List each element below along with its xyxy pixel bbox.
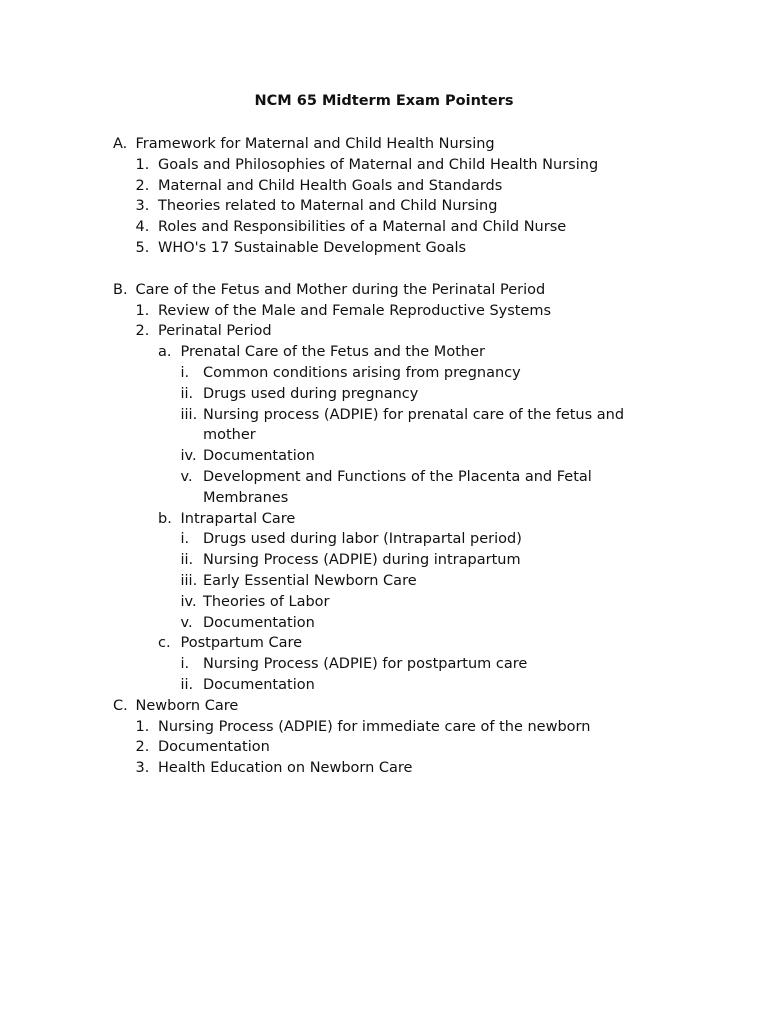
outline-item-text: Theories related to Maternal and Child Nursing — [158, 198, 498, 215]
outline-item-text: Documentation — [203, 676, 315, 693]
outline-item — [113, 717, 673, 738]
outline-item-text: Newborn Care — [135, 697, 239, 714]
outline-item-text: WHO's 17 Sustainable Development Goals — [158, 239, 467, 256]
outline-item-marker: C. — [113, 697, 128, 714]
outline-item-text: Nursing Process (ADPIE) for postpartum care — [203, 656, 528, 673]
outline-item-marker: ii. — [180, 552, 194, 569]
outline-item-text: Prenatal Care of the Fetus and the Mother — [180, 344, 485, 361]
outline-item — [113, 550, 673, 571]
outline-item-text: Perinatal Period — [158, 323, 272, 340]
outline-item — [113, 592, 673, 613]
outline-item — [113, 217, 673, 238]
outline-item-text: Review of the Male and Female Reproductive Systems — [158, 302, 552, 319]
outline-item — [113, 696, 673, 717]
document-title: NCM 65 Midterm Exam Pointers — [254, 93, 514, 109]
outline-item-text: Care of the Fetus and Mother during the Perinatal Period — [135, 281, 546, 298]
outline-item — [113, 342, 673, 363]
outline-item-text: Documentation — [203, 448, 315, 465]
outline-item — [113, 196, 673, 217]
outline-item-marker: 2. — [135, 323, 150, 340]
outline-item-marker: c. — [158, 635, 171, 652]
outline-item — [113, 446, 673, 467]
outline-item-marker: 5. — [135, 239, 150, 256]
outline-item-text: Theories of Labor — [203, 593, 330, 610]
outline-item-text: Drugs used during labor (Intrapartal period) — [203, 531, 522, 548]
outline-item — [113, 238, 673, 259]
outline-item-text: Drugs used during pregnancy — [203, 385, 419, 402]
outline-item — [113, 134, 673, 155]
outline-item-marker: b. — [158, 510, 172, 527]
outline-item-marker: v. — [180, 468, 193, 485]
outline-item-text: Documentation — [158, 739, 270, 756]
outline-item — [113, 405, 673, 447]
outline-item — [113, 176, 673, 197]
outline-item — [113, 737, 673, 758]
outline-item-text: Early Essential Newborn Care — [203, 572, 417, 589]
outline-item — [113, 384, 673, 405]
outline-item — [113, 363, 673, 384]
outline-item — [113, 633, 673, 654]
outline-item — [113, 280, 673, 301]
outline-item-marker: B. — [113, 281, 128, 298]
outline-item — [113, 529, 673, 550]
outline-item-text: Nursing process (ADPIE) for prenatal care of the fetus and mother — [203, 406, 625, 444]
outline-item-marker: 2. — [135, 739, 150, 756]
outline-item-marker: i. — [180, 531, 190, 548]
outline-item-marker: A. — [113, 136, 128, 152]
outline-item-marker: ii. — [180, 676, 194, 693]
outline-item-text: Nursing Process (ADPIE) during intrapartum — [203, 552, 521, 569]
outline-item-marker: iv. — [180, 448, 197, 465]
outline-item — [113, 654, 673, 675]
outline-item — [113, 321, 673, 342]
outline-item — [113, 613, 673, 634]
outline-item-marker: a. — [158, 344, 172, 361]
outline-item-text: Common conditions arising from pregnancy — [203, 364, 521, 381]
outline-item-marker: iv. — [180, 593, 197, 610]
outline-item-text: Goals and Philosophies of Maternal and Child Health Nursing — [158, 156, 599, 173]
outline-item-marker: v. — [180, 614, 193, 631]
outline-item-marker: 2. — [135, 177, 150, 194]
outline-item-marker: 4. — [135, 219, 150, 236]
outline-item-marker: 1. — [135, 302, 150, 319]
outline-item-marker: i. — [180, 364, 190, 381]
outline-item — [113, 571, 673, 592]
outline-item — [113, 467, 673, 509]
outline-item — [113, 301, 673, 322]
outline-item-text: Nursing Process (ADPIE) for immediate care of the newborn — [158, 718, 591, 735]
outline-item-text: Framework for Maternal and Child Health Nursing — [135, 136, 495, 152]
outline-item-marker: 3. — [135, 198, 150, 215]
outline-item-text: Maternal and Child Health Goals and Standards — [158, 177, 503, 194]
outline-item-marker: 1. — [135, 156, 150, 173]
outline-item-marker: i. — [180, 656, 190, 673]
outline-item — [113, 155, 673, 176]
outline-item-marker: 1. — [135, 718, 150, 735]
outline-item-marker: ii. — [180, 385, 194, 402]
outline-item — [113, 509, 673, 530]
outline-item-text: Development and Functions of the Placenta and Fetal Membranes — [203, 468, 592, 506]
outline-item-text: Postpartum Care — [180, 635, 303, 652]
outline-item-marker: iii. — [180, 572, 198, 589]
outline-item-text: Health Education on Newborn Care — [158, 760, 413, 777]
outline-item-text: Intrapartal Care — [180, 510, 296, 527]
outline-item-text: Documentation — [203, 614, 315, 631]
outline-item-marker: 3. — [135, 760, 150, 777]
outline-item — [113, 675, 673, 696]
outline-list — [113, 134, 673, 779]
outline-item-marker: iii. — [180, 406, 198, 423]
outline-item — [113, 758, 673, 779]
outline-item-text: Roles and Responsibilities of a Maternal and Child Nurse — [158, 219, 567, 236]
